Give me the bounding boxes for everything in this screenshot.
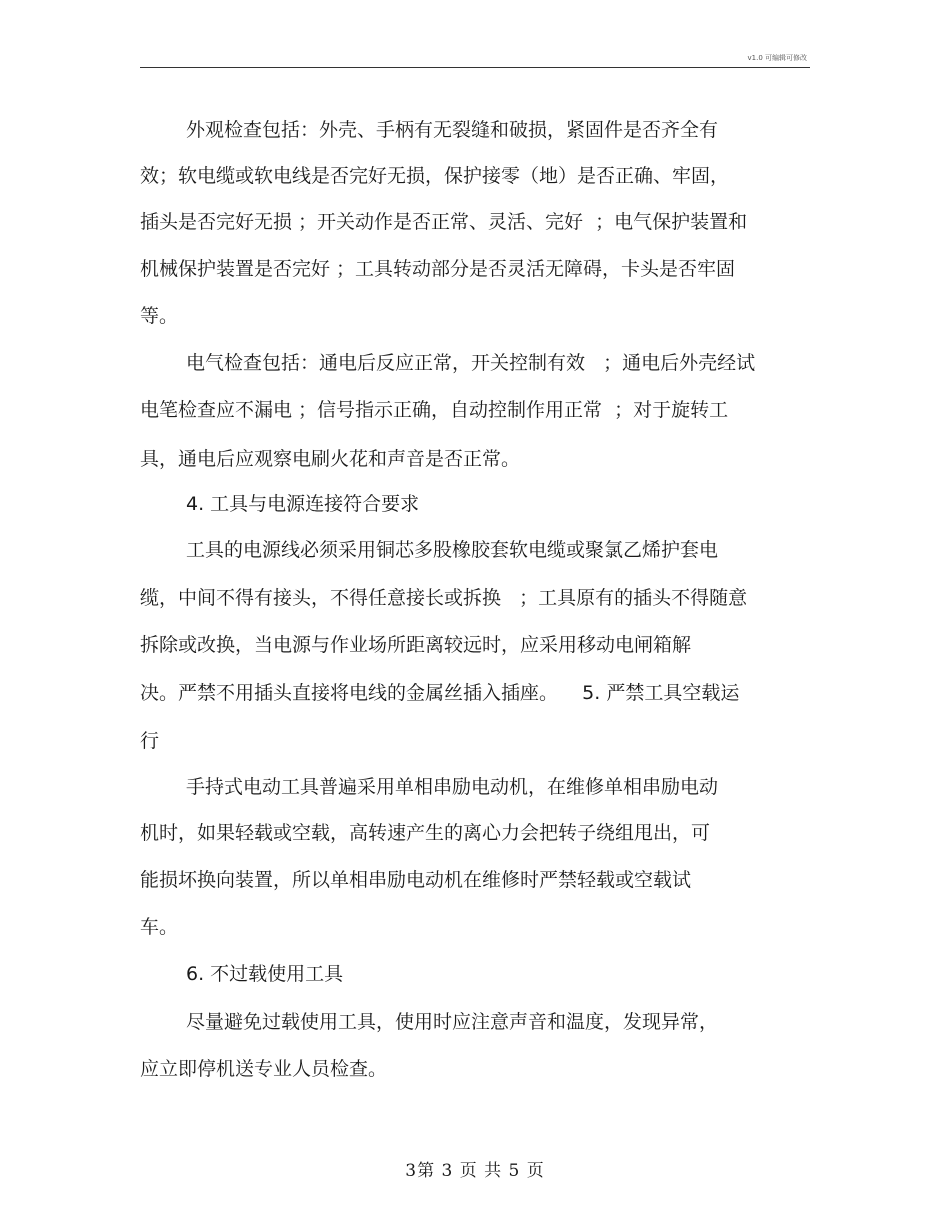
body-line: 车。 xyxy=(140,916,179,938)
body-line: 电笔检查应不漏电 ；信号指示正确，自动控制作用正常 ；对于旋转工 xyxy=(140,399,729,421)
body-line: 效；软电缆或软电线是否完好无损，保护接零（地）是否正确、牢固， xyxy=(140,165,730,187)
section-heading-6: 6. 不过载使用工具 xyxy=(186,963,344,985)
header-rule xyxy=(140,67,810,68)
body-line: 机械保护装置是否完好 ；工具转动部分是否灵活无障碍，卡头是否牢固 xyxy=(140,258,736,280)
body-line: 等。 xyxy=(140,305,179,327)
body-line: 具，通电后应观察电刷火花和声音是否正常。 xyxy=(140,448,521,470)
body-line: 外观检查包括：外壳、手柄有无裂缝和破损，紧固件是否齐全有 xyxy=(186,119,719,141)
body-line: 缆，中间不得有接头，不得任意接长或拆换 ；工具原有的插头不得随意 xyxy=(140,587,748,609)
section-heading-4: 4. 工具与电源连接符合要求 xyxy=(186,493,420,515)
body-line: 插头是否完好无损 ；开关动作是否正常、灵活、完好 ；电气保护装置和 xyxy=(140,211,748,233)
body-line: 决。严禁不用插头直接将电线的金属丝插入插座。 5. 严禁工具空载运 xyxy=(140,682,740,704)
body-line: 工具的电源线必须采用铜芯多股橡胶套软电缆或聚氯乙烯护套电 xyxy=(186,539,719,561)
body-line: 行 xyxy=(140,730,160,752)
body-line: 机时，如果轻载或空载，高转速产生的离心力会把转子绕组甩出，可 xyxy=(140,822,711,844)
body-line: 应立即停机送专业人员检查。 xyxy=(140,1058,388,1080)
body-line: 拆除或改换，当电源与作业场所距离较远时，应采用移动电闸箱解 xyxy=(140,634,692,656)
body-line: 尽量避免过载使用工具，使用时应注意声音和温度，发现异常， xyxy=(186,1011,719,1033)
page-number-footer: 3第 3 页 共 5 页 xyxy=(405,1161,545,1181)
body-line: 手持式电动工具普遍采用单相串励电动机，在维修单相串励电动 xyxy=(186,776,719,798)
header-version-note: v1.0 可编辑可修改 xyxy=(747,54,807,62)
body-line: 电气检查包括：通电后反应正常，开关控制有效 ；通电后外壳经试 xyxy=(186,352,756,374)
body-line: 能损坏换向装置，所以单相串励电动机在维修时严禁轻载或空载试 xyxy=(140,869,692,891)
